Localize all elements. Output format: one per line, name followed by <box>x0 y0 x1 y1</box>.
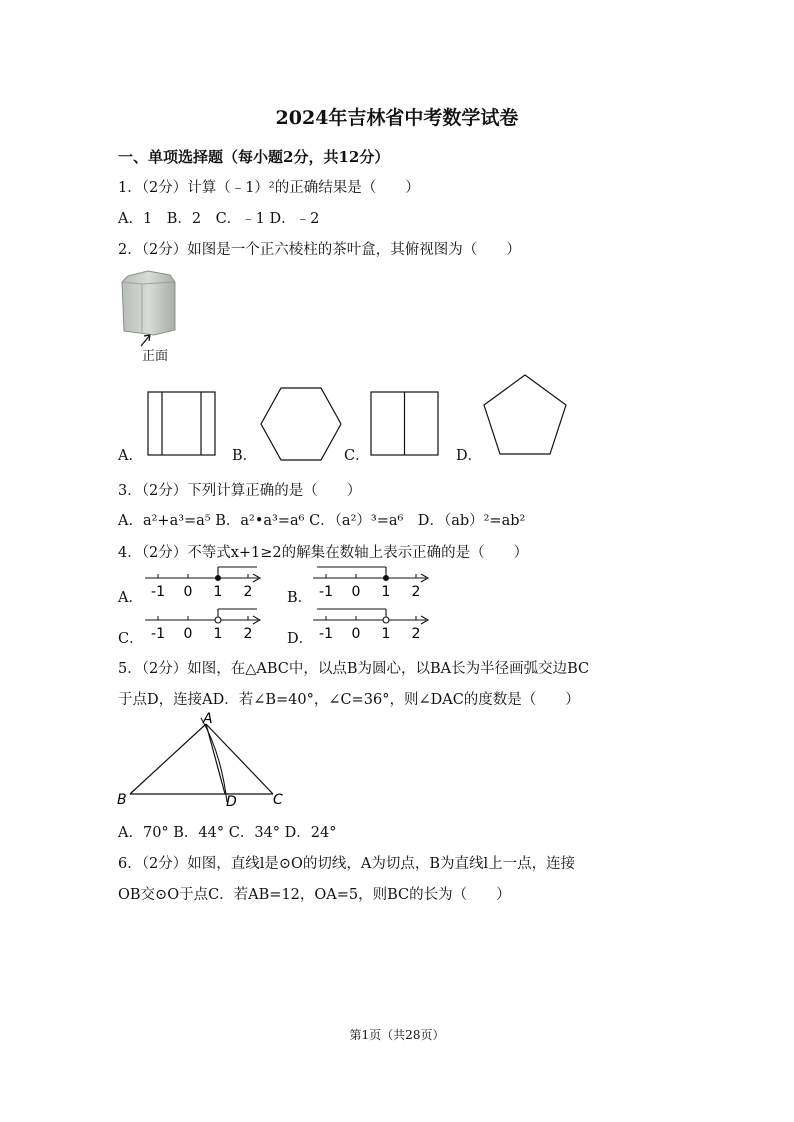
question-2-stem: 2．（2分）如图是一个正六棱柱的茶叶盒，其俯视图为（ ） <box>118 242 521 258</box>
tick-label: 1 <box>381 584 391 600</box>
question-1-options: A．1 B．2 C．﹣1 D．﹣2 <box>118 211 320 227</box>
tick-label: -1 <box>151 584 165 600</box>
tick-label: -1 <box>319 584 333 600</box>
section-heading: 一、单项选择题（每小题2分，共12分） <box>118 148 390 166</box>
q2-option-c-label: C． <box>344 448 370 464</box>
q2-option-c-figure <box>370 391 440 457</box>
q5-triangle-figure <box>113 712 293 810</box>
q4-option-b-label: B． <box>287 590 313 606</box>
question-6-stem-line1: 6．（2分）如图，直线l是⊙O的切线，A为切点，B为直线l上一点，连接 <box>118 856 576 872</box>
question-5-stem-line1: 5．（2分）如图，在△ABC中，以点B为圆心，以BA长为半径画弧交边BC <box>118 661 590 677</box>
point-label-c: C <box>273 792 283 808</box>
page-footer: 第1页（共28页） <box>349 1028 445 1042</box>
q4-option-c-label: C． <box>118 631 144 647</box>
tick-label: 1 <box>213 584 223 600</box>
tick-label: 2 <box>411 626 421 642</box>
q2-option-d-label: D． <box>456 448 483 464</box>
q4-option-c-numberline <box>145 606 265 642</box>
point-label-b: B <box>117 792 127 808</box>
q4-option-d-numberline <box>313 606 433 642</box>
q4-option-a-label: A． <box>118 590 143 606</box>
tick-label: 1 <box>381 626 391 642</box>
front-label: 正面 <box>142 349 169 364</box>
tick-label: 2 <box>243 584 253 600</box>
question-4-stem: 4．（2分）不等式x+1≥2的解集在数轴上表示正确的是（ ） <box>118 545 529 561</box>
q2-option-a-figure <box>147 391 217 457</box>
q2-option-b-label: B． <box>232 448 258 464</box>
tick-label: 1 <box>213 626 223 642</box>
tea-box-photo <box>120 270 177 336</box>
point-label-d: D <box>226 794 237 810</box>
q4-option-a-numberline <box>145 564 265 600</box>
question-3-stem: 3．（2分）下列计算正确的是（ ） <box>118 483 362 499</box>
q2-option-a-label: A． <box>118 448 143 464</box>
page-title: 2024年吉林省中考数学试卷 <box>275 107 519 129</box>
q2-option-d-pentagon <box>482 373 568 457</box>
tick-label: 0 <box>351 584 361 600</box>
question-5-stem-line2: 于点D，连接AD．若∠B=40°，∠C=36°，则∠DAC的度数是（ ） <box>118 692 580 708</box>
tick-label: 2 <box>411 584 421 600</box>
tick-label: 0 <box>351 626 361 642</box>
question-3-options: A．a²+a³=a⁵ B．a²•a³=a⁶ C．（a²）³=a⁶ D．（ab）²=ab² <box>118 513 526 529</box>
question-5-options: A．70° B．44° C．34° D．24° <box>118 825 337 841</box>
question-6-stem-line2: OB交⊙O于点C．若AB=12，OA=5，则BC的长为（ ） <box>118 887 511 903</box>
q4-option-b-numberline <box>313 564 433 600</box>
question-1-stem: 1．（2分）计算（﹣1）²的正确结果是（ ） <box>118 180 420 196</box>
tick-label: 2 <box>243 626 253 642</box>
q2-option-b-hexagon <box>259 386 343 462</box>
tick-label: -1 <box>151 626 165 642</box>
tick-label: 0 <box>183 584 193 600</box>
tick-label: 0 <box>183 626 193 642</box>
tick-label: -1 <box>319 626 333 642</box>
q4-option-d-label: D． <box>287 631 314 647</box>
point-label-a: A <box>203 712 213 727</box>
